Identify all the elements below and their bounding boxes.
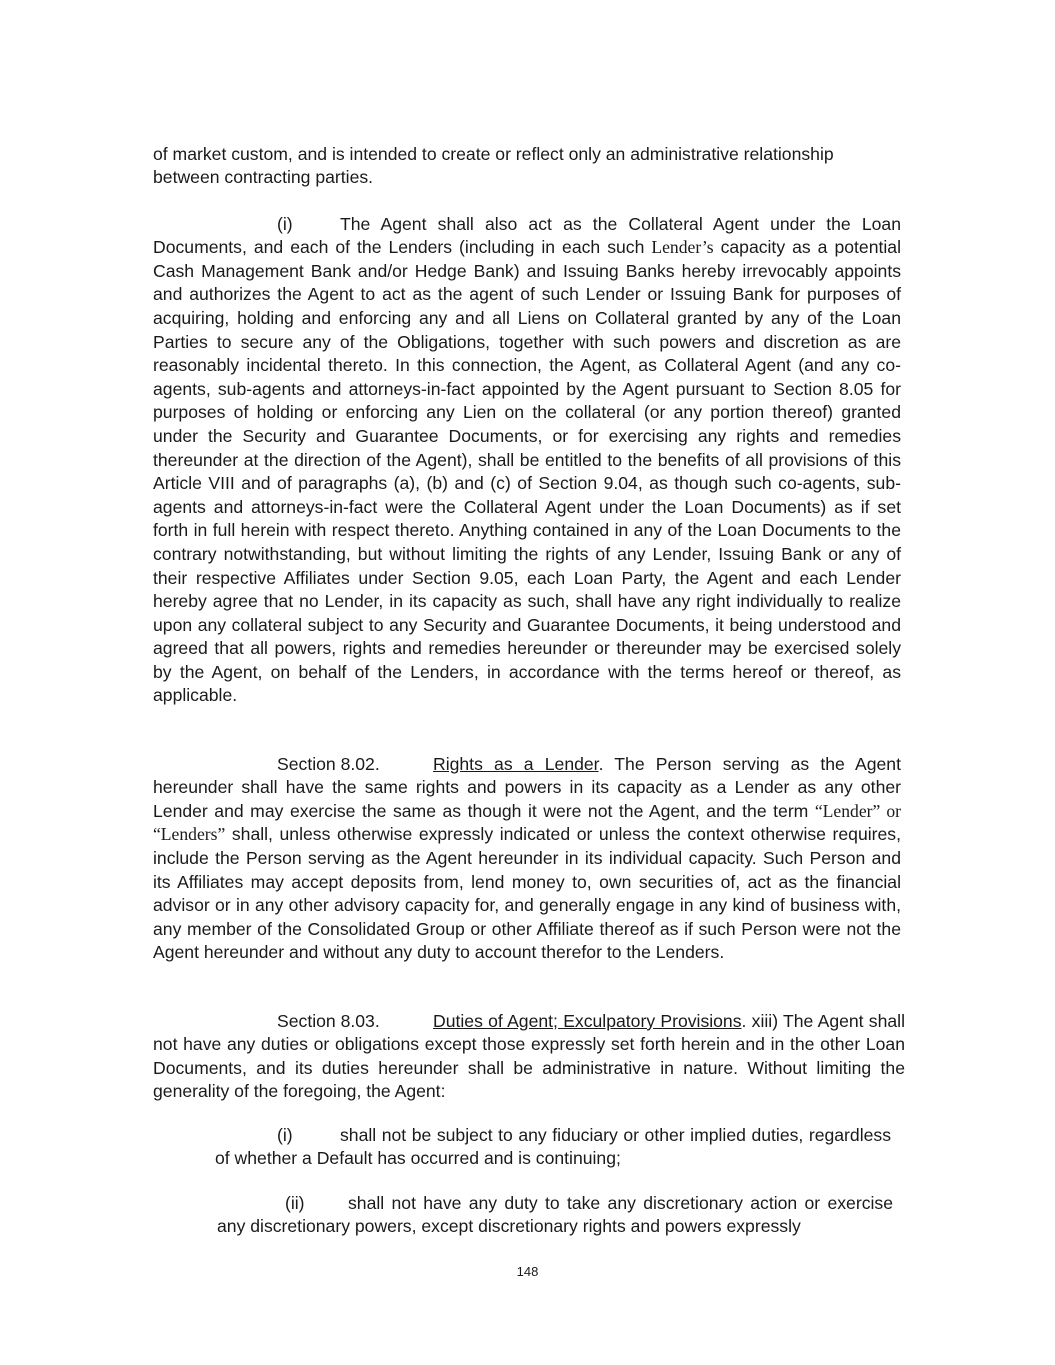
section-heading: Duties of Agent; Exculpatory Provisions (433, 1010, 742, 1031)
lender-possessive-term: Lender’s (651, 237, 714, 258)
list-item-text: shall not have any duty to take any discretionary action or exercise any discretionary powers, except discretionary rights and powers expressly (217, 1192, 893, 1237)
list-item-ii (217, 1192, 893, 1239)
section-number: Section 8.02. (277, 753, 380, 774)
paragraph-continuation: of market custom, and is intended to create or reflect only an administrative relationship between contracting parties. (153, 143, 834, 188)
paragraph-text: . xiii) The Agent shall not have any duties or obligations except those expressly set forth herein and in the other Loan Documents, and its duties hereunder shall be administrative in nature. Without limiting the generality of the foregoing, the Agent: (153, 1010, 905, 1102)
section-8-02-paragraph (153, 753, 901, 965)
paragraph-collateral-agent (153, 213, 901, 708)
paragraph-text: The Agent shall also act as the Collateral Agent under the Loan Documents, and each of the Lenders (including in each such (153, 213, 901, 258)
list-item-text: shall not be subject to any fiduciary or other implied duties, regardless of whether a Default has occurred and is continuing; (215, 1124, 891, 1169)
section-heading: Rights as a Lender (433, 753, 599, 774)
enumeration-label: (i) (277, 213, 293, 234)
list-item-i (215, 1124, 891, 1171)
enumeration-label: (i) (277, 1124, 293, 1145)
page-number: 148 (516, 1264, 539, 1279)
quoted-defined-terms: “Lender” or “Lenders” (153, 800, 901, 845)
section-number: Section 8.03. (277, 1010, 380, 1031)
paragraph-text: . The Person serving as the Agent hereunder shall have the same rights and powers in its capacity as a Lender as any other Lender and may exercise the same as though it were not the Agent, and the term (153, 753, 901, 821)
paragraph-text: shall, unless otherwise expressly indicated or unless the context otherwise requires, include the Person serving as the Agent hereunder in its individual capacity. Such Person and its Affiliates may accept deposits from, lend money to, own securities of, act as the financial advisor or in any other advisory capacity for, and generally engage in any kind of business with, any member of the Consolidated Group or other Affiliate thereof as if such Person were not the Agent hereunder and without any duty to account therefor to the Lenders. (153, 824, 901, 963)
paragraph-text: capacity as a potential Cash Management Bank and/or Hedge Bank) and Issuing Banks hereby irrevocably appoints and authorizes the Agent to act as the agent of such Lender or Issuing Bank for purposes of acquiring, holding and enforcing any and all Liens on Collateral granted by any of the Loan Parties to secure any of the Obligations, together with such powers and discretion as are reasonably incidental thereto. In this connection, the Agent, as Collateral Agent (and any co-agents, sub-agents and attorneys-in-fact appointed by the Agent pursuant to Section 8.05 for purposes of holding or enforcing any Lien on the collateral (or any portion thereof) granted under the Security and Guarantee Documents, or for exercising any rights and remedies thereunder at the direction of the Agent), shall be entitled to the benefits of all provisions of this Article VIII and of paragraphs (a), (b) and (c) of Section 9.04, as though such co-agents, sub-agents and attorneys-in-fact were the Collateral Agent under the Loan Documents) as if set forth in full herein with respect thereto. Anything contained in any of the Loan Documents to the contrary notwithstanding, but without limiting the rights of any Lender, Issuing Bank or any of their respective Affiliates under Section 9.05, each Loan Party, the Agent and each Lender hereby agree that no Lender, in its capacity as such, shall have any right individually to realize upon any collateral subject to any Security and Guarantee Documents, it being understood and agreed that all powers, rights and remedies hereunder or thereunder may be exercised solely by the Agent, on behalf of the Lenders, in accordance with the terms hereof or thereof, as applicable. (153, 237, 901, 706)
section-8-03-paragraph (153, 1010, 905, 1104)
enumeration-label: (ii) (285, 1192, 305, 1213)
